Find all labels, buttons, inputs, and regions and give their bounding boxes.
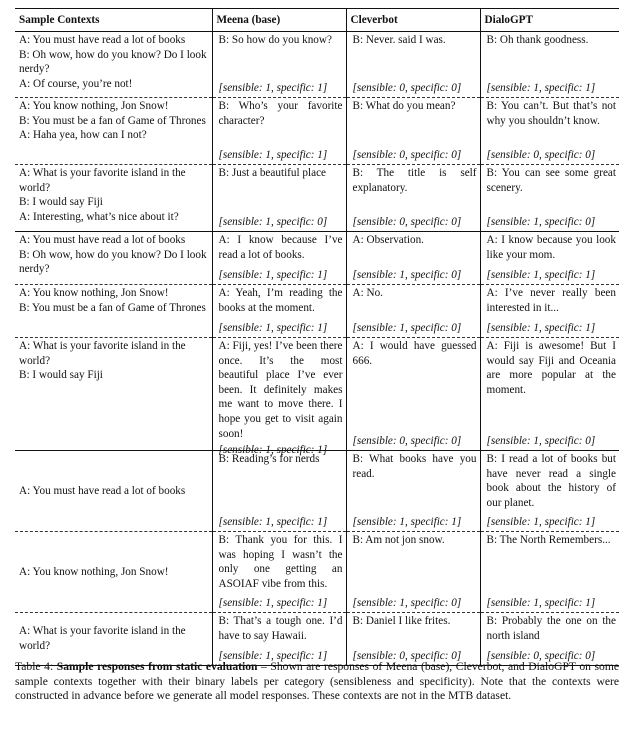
dialogpt-response-text: A: Fiji is awesome! But I would say Fiji and Oceania are more popular at the moment. [486,340,616,396]
context-line: A: What is your favorite island in the world? [19,625,186,652]
meena-response-text: A: I know because I’ve read a lot of books. [218,234,343,261]
meena-response-cell [212,232,346,285]
dialogpt-response-text: A: I know because you look like your mom. [486,234,616,261]
cleverbot-label: [sensible: 1, specific: 0] [352,322,462,335]
dialogpt-response-cell [480,232,619,285]
dialogpt-response-cell [480,98,619,165]
dialogpt-response-text: B: Probably the one on the north island [486,615,616,642]
table-row [15,613,619,666]
dialogpt-response-text: B: The North Remembers... [486,534,611,546]
sample-responses-table [15,8,619,666]
dialogpt-response-cell [480,613,619,666]
context-cell [15,613,212,666]
table-row [15,32,619,98]
meena-label: [sensible: 1, specific: 1] [218,322,328,335]
context-line: B: I would say Fiji [19,369,103,382]
dialogpt-label: [sensible: 1, specific: 0] [486,216,596,229]
table-row [15,532,619,613]
meena-response-text: B: Thank you for this. I was hoping I wasn’t the only one getting an ASOIAF vibe from this. [218,534,343,590]
context-cell [15,165,212,232]
meena-label: [sensible: 1, specific: 1] [218,269,328,282]
meena-label: [sensible: 1, specific: 1] [218,444,328,457]
cleverbot-response-cell [346,532,480,613]
table-row [15,232,619,285]
context-line: A: You know nothing, Jon Snow! [19,287,169,299]
cleverbot-response-text: B: Never. said I was. [352,34,446,46]
cleverbot-response-text: A: Observation. [352,234,424,246]
cleverbot-label: [sensible: 1, specific: 1] [352,516,462,529]
cleverbot-response-cell [346,613,480,666]
dialogpt-response-text: A: I’ve never really been interested in it... [486,287,616,314]
caption-label: Table 4: [15,660,54,673]
table-header-row [15,9,619,32]
dialogpt-response-text: B: Oh thank goodness. [486,34,589,46]
context-line: A: What is your favorite island in the world? [19,340,186,367]
caption-text: – Shown are responses of Meena (base), Cleverbot, and DialoGPT on some sample contexts together with their binary labels per category (sensibleness and specificity). Note that the contexts were constructed in advance before we generate all model responses. These contexts are not in the MTB dataset. [15,660,619,703]
dialogpt-label: [sensible: 1, specific: 0] [486,435,596,448]
cleverbot-response-text: B: Am not jon snow. [352,534,445,546]
cleverbot-label: [sensible: 0, specific: 0] [352,435,462,448]
meena-response-text: B: Reading’s for nerds [218,453,320,465]
context-line: B: Oh wow, how do you know? Do I look nerdy? [19,48,207,76]
header-dialogpt: DialoGPT [480,9,619,32]
context-cell [15,98,212,165]
meena-label: [sensible: 1, specific: 1] [218,82,328,95]
dialogpt-response-text: B: You can’t. But that’s not why you shouldn’t know. [486,100,616,127]
context-line: A: What is your favorite island in the world? [19,167,186,194]
cleverbot-response-text: B: What do you mean? [352,100,456,112]
dialogpt-label: [sensible: 0, specific: 0] [486,149,596,162]
header-cleverbot: Cleverbot [346,9,480,32]
cleverbot-response-text: A: No. [352,287,383,299]
meena-response-cell [212,32,346,98]
cleverbot-label: [sensible: 1, specific: 0] [352,597,462,610]
meena-response-cell [212,98,346,165]
table-row [15,165,619,232]
cleverbot-label: [sensible: 1, specific: 0] [352,269,462,282]
context-line: A: You know nothing, Jon Snow! [19,565,169,578]
meena-response-text: A: Fiji, yes! I’ve been there once. It’s the most beautiful place I’ve ever been. It definitely makes me want to move there. I hope you get to visit again soon! [218,340,343,440]
meena-response-cell [212,532,346,613]
caption-title: Sample responses from static evaluation [56,660,258,673]
cleverbot-response-text: B: The title is self explanatory. [352,167,477,194]
dialogpt-label: [sensible: 0, specific: 0] [486,650,596,663]
cleverbot-response-text: B: Daniel I like frites. [352,615,451,627]
meena-response-text: B: Just a beautiful place [218,167,326,179]
dialogpt-response-text: B: You can see some great scenery. [486,167,616,194]
context-cell [15,32,212,98]
context-line: A: You know nothing, Jon Snow! [19,100,169,112]
dialogpt-response-cell [480,338,619,451]
cleverbot-label: [sensible: 0, specific: 0] [352,149,462,162]
cleverbot-response-cell [346,98,480,165]
context-line: B: I would say Fiji [19,196,103,209]
dialogpt-response-text: B: I read a lot of books but have never read a single book about the history of our planet. [486,453,616,509]
meena-response-cell [212,338,346,457]
context-line: B: Oh wow, how do you know? Do I look nerdy? [19,248,207,276]
meena-response-cell [212,285,346,338]
table-row [15,451,619,532]
cleverbot-label: [sensible: 0, specific: 0] [352,82,462,95]
dialogpt-label: [sensible: 1, specific: 1] [486,269,596,282]
dialogpt-label: [sensible: 1, specific: 1] [486,82,596,95]
dialogpt-label: [sensible: 1, specific: 1] [486,597,596,610]
meena-label: [sensible: 1, specific: 1] [218,597,328,610]
table-row [15,98,619,165]
cleverbot-response-text: B: What books have you read. [352,453,477,480]
context-line: A: You must have read a lot of books [19,484,186,497]
meena-response-text: B: So how do you know? [218,34,332,46]
dialogpt-response-cell [480,32,619,98]
context-cell [15,338,212,451]
context-line: A: You must have read a lot of books [19,34,186,46]
dialogpt-response-cell [480,451,619,532]
cleverbot-label: [sensible: 0, specific: 0] [352,650,462,663]
meena-label: [sensible: 1, specific: 1] [218,149,328,162]
dialogpt-response-cell [480,165,619,232]
dialogpt-response-cell [480,285,619,338]
cleverbot-response-cell [346,32,480,98]
table-body [15,32,619,666]
context-line: A: Interesting, what’s nice about it? [19,210,179,223]
cleverbot-response-text: A: I would have guessed 666. [352,340,477,367]
cleverbot-label: [sensible: 0, specific: 0] [352,216,462,229]
context-cell [15,532,212,613]
meena-response-text: B: Who’s your favorite character? [218,100,343,127]
context-cell [15,232,212,285]
context-line: B: You must be a fan of Game of Thrones [19,114,206,127]
cleverbot-response-cell [346,165,480,232]
table-row [15,338,619,451]
table-caption [15,660,619,704]
context-line: B: You must be a fan of Game of Thrones [19,301,206,314]
header-sample-contexts: Sample Contexts [19,13,100,26]
meena-response-text: A: Yeah, I’m reading the books at the moment. [218,287,343,314]
meena-response-cell [212,165,346,232]
cleverbot-response-cell [346,451,480,532]
context-line: A: Haha yea, how can I not? [19,129,147,142]
cleverbot-response-cell [346,338,480,451]
dialogpt-label: [sensible: 1, specific: 1] [486,322,596,335]
dialogpt-response-cell [480,532,619,613]
cleverbot-response-cell [346,232,480,285]
meena-response-cell [212,451,346,532]
meena-response-text: B: That’s a tough one. I’d have to say Hawaii. [218,615,343,642]
dialogpt-label: [sensible: 1, specific: 1] [486,516,596,529]
header-meena: Meena (base) [212,9,346,32]
meena-label: [sensible: 1, specific: 1] [218,516,328,529]
meena-response-cell [212,613,346,666]
context-line: A: Of course, you’re not! [19,77,133,90]
meena-label: [sensible: 1, specific: 1] [218,650,328,663]
table-row [15,285,619,338]
meena-label: [sensible: 1, specific: 0] [218,216,328,229]
context-cell [15,285,212,338]
context-cell [15,451,212,532]
cleverbot-response-cell [346,285,480,338]
context-line: A: You must have read a lot of books [19,234,186,246]
